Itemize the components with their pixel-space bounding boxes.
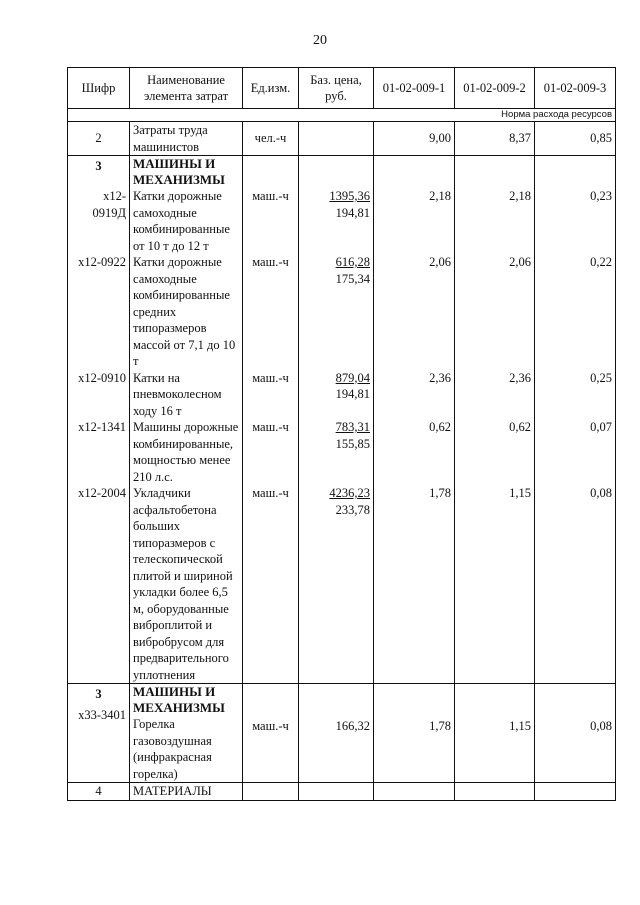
row-v3: 0,08 bbox=[535, 684, 616, 783]
table-row bbox=[68, 370, 616, 420]
table-row bbox=[68, 485, 616, 684]
header-col2: 01-02-009-2 bbox=[455, 68, 535, 109]
labor-unit: чел.-ч bbox=[243, 122, 299, 156]
section-2-row bbox=[68, 684, 616, 783]
price-lower: 175,34 bbox=[335, 271, 370, 286]
header-price: Баз. цена, руб. bbox=[299, 68, 374, 109]
row-v3: 0,25 bbox=[535, 370, 616, 420]
row-price: 166,32 bbox=[299, 684, 374, 783]
row-price bbox=[299, 485, 374, 684]
section-4-row bbox=[68, 783, 616, 801]
row-code: х12-0919Д bbox=[68, 188, 130, 254]
row-unit: маш.-ч bbox=[243, 485, 299, 684]
price-upper: 4236,23 bbox=[329, 486, 370, 500]
row-code: х12-1341 bbox=[68, 419, 130, 485]
header-col3: 01-02-009-3 bbox=[535, 68, 616, 109]
row-code: х33-3401 bbox=[78, 707, 126, 722]
norm-caption: Норма расхода ресурсов bbox=[68, 109, 616, 122]
empty-cell bbox=[455, 783, 535, 801]
empty-cell bbox=[374, 156, 455, 189]
row-name: Катки на пневмоколесном ходу 16 т bbox=[130, 370, 243, 420]
table-row bbox=[68, 419, 616, 485]
row-v1: 1,78 bbox=[374, 684, 455, 783]
section-number: 3 bbox=[95, 159, 102, 173]
price-lower: 233,78 bbox=[335, 502, 370, 517]
row-name: Горелка газовоздушная (инфракрасная горелка) bbox=[133, 717, 212, 781]
labor-code: 2 bbox=[68, 122, 130, 156]
section-4-number: 4 bbox=[68, 783, 130, 801]
row-v3: 0,22 bbox=[535, 254, 616, 370]
row-v2: 0,62 bbox=[455, 419, 535, 485]
row-price bbox=[299, 254, 374, 370]
section-2-title: МАШИНЫ И МЕХАНИЗМЫ bbox=[133, 684, 225, 715]
row-v2: 2,06 bbox=[455, 254, 535, 370]
row-name: Катки дорожные самоходные комбинированные от 10 т до 12 т bbox=[130, 188, 243, 254]
row-v2: 2,36 bbox=[455, 370, 535, 420]
row-v1: 2,06 bbox=[374, 254, 455, 370]
norm-caption-row bbox=[68, 109, 616, 122]
row-code: х12-2004 bbox=[68, 485, 130, 684]
empty-cell bbox=[374, 783, 455, 801]
labor-v3: 0,85 bbox=[535, 122, 616, 156]
labor-v2: 8,37 bbox=[455, 122, 535, 156]
section-2-name-cell bbox=[130, 684, 243, 783]
row-v1: 1,78 bbox=[374, 485, 455, 684]
empty-cell bbox=[455, 156, 535, 189]
row-code: х12-0922 bbox=[68, 254, 130, 370]
row-name: Катки дорожные самоходные комбинированные средних типоразмеров массой от 7,1 до 10 т bbox=[130, 254, 243, 370]
section-header-row bbox=[68, 156, 616, 189]
empty-cell bbox=[299, 783, 374, 801]
labor-name: Затраты труда машинистов bbox=[130, 122, 243, 156]
price-upper: 616,28 bbox=[335, 255, 370, 269]
price-upper: 1395,36 bbox=[329, 189, 370, 203]
price-lower: 194,81 bbox=[335, 387, 370, 401]
row-unit: маш.-ч bbox=[243, 370, 299, 420]
row-unit: маш.-ч bbox=[243, 419, 299, 485]
section-title: МАШИНЫ И МЕХАНИЗМЫ bbox=[133, 156, 225, 187]
price-lower: 155,85 bbox=[335, 436, 370, 451]
table-row bbox=[68, 188, 616, 254]
row-v1: 0,62 bbox=[374, 419, 455, 485]
header-unit: Ед.изм. bbox=[243, 68, 299, 109]
section-2-number: 3 bbox=[95, 687, 102, 701]
labor-price bbox=[299, 122, 374, 156]
row-price bbox=[299, 188, 374, 254]
section-title-cell bbox=[130, 156, 243, 189]
row-price bbox=[299, 419, 374, 485]
row-unit: маш.-ч bbox=[243, 684, 299, 783]
price-lower: 194,81 bbox=[335, 205, 370, 220]
empty-cell bbox=[299, 156, 374, 189]
row-v1: 2,36 bbox=[374, 370, 455, 420]
price-upper: 879,04 bbox=[335, 370, 370, 385]
price-upper: 783,31 bbox=[335, 420, 370, 434]
row-v3: 0,07 bbox=[535, 419, 616, 485]
row-price bbox=[299, 370, 374, 420]
row-code: х12-0910 bbox=[68, 370, 130, 420]
section-4-title: МАТЕРИАЛЫ bbox=[130, 783, 243, 801]
header-code: Шифр bbox=[68, 68, 130, 109]
section-2-code-cell bbox=[68, 684, 130, 783]
row-unit: маш.-ч bbox=[243, 254, 299, 370]
row-v1: 2,18 bbox=[374, 188, 455, 254]
row-v2: 2,18 bbox=[455, 188, 535, 254]
row-name: Укладчики асфальтобетона больших типоразмеров с телескопической плитой и шириной укладки более 6,5 м, оборудованные виброплитой и вибробрусом для предварительного уплотнения bbox=[130, 485, 243, 684]
empty-cell bbox=[243, 783, 299, 801]
labor-v1: 9,00 bbox=[374, 122, 455, 156]
page-number: 20 bbox=[313, 33, 327, 48]
empty-cell bbox=[243, 156, 299, 189]
section-num-cell bbox=[68, 156, 130, 189]
header-row bbox=[68, 68, 616, 109]
row-v3: 0,08 bbox=[535, 485, 616, 684]
row-v2: 1,15 bbox=[455, 684, 535, 783]
row-v3: 0,23 bbox=[535, 188, 616, 254]
header-col1: 01-02-009-1 bbox=[374, 68, 455, 109]
table-row bbox=[68, 254, 616, 370]
row-unit: маш.-ч bbox=[243, 188, 299, 254]
resource-norms-table bbox=[67, 67, 616, 801]
empty-cell bbox=[535, 783, 616, 801]
row-v2: 1,15 bbox=[455, 485, 535, 684]
header-name: Наименование элемента затрат bbox=[130, 68, 243, 109]
empty-cell bbox=[535, 156, 616, 189]
row-name: Машины дорожные комбинированные, мощностью менее 210 л.с. bbox=[130, 419, 243, 485]
labor-row bbox=[68, 122, 616, 156]
